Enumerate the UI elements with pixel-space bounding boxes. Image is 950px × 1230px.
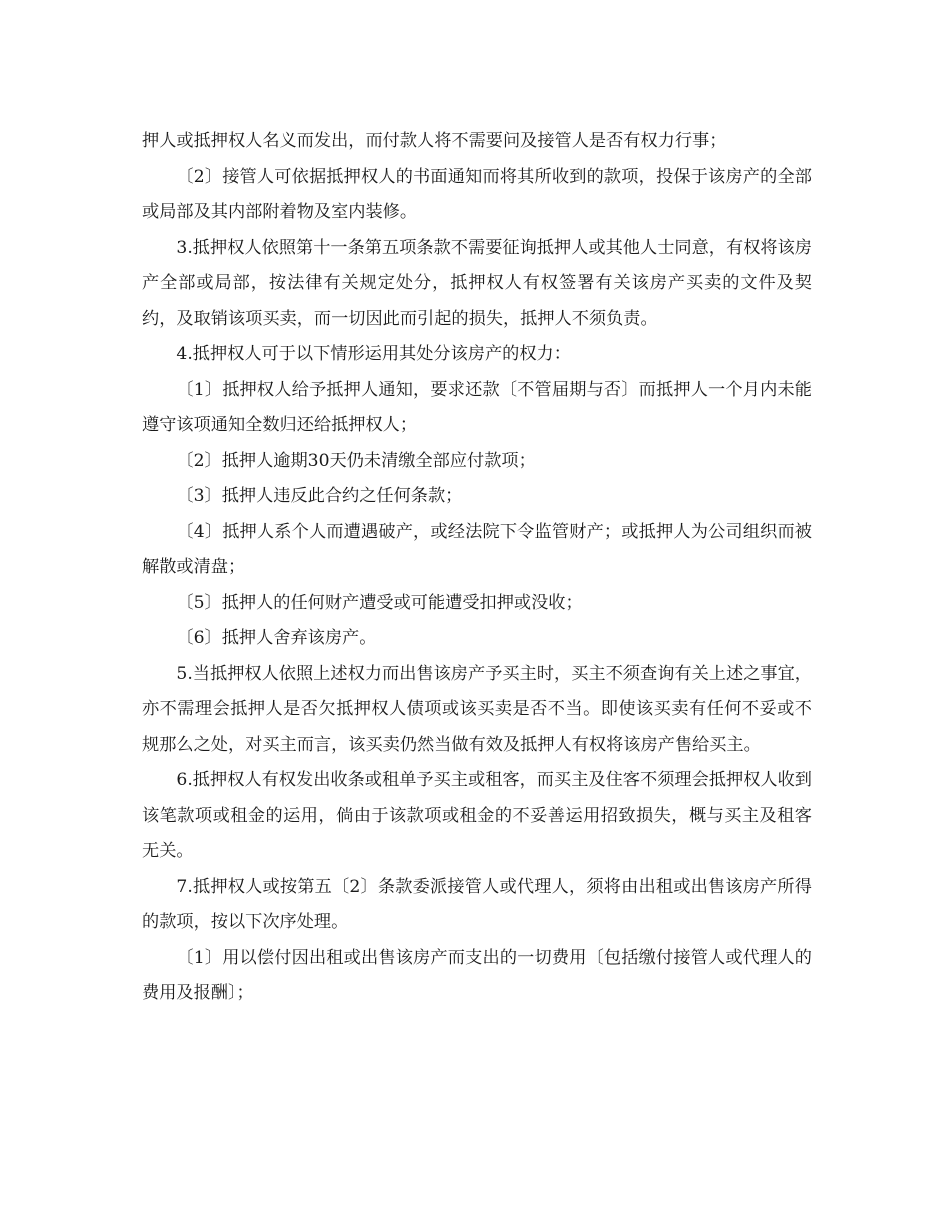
paragraph: 3.抵押权人依照第十一条第五项条款不需要征询抵押人或其他人士同意，有权将该房产全部或局部，按法律有关规定处分，抵押权人有权签署有关该房产买卖的文件及契约，及取销该项买卖，而一切因此而引起的损失，抵押人不须负责。 (142, 237, 812, 329)
paragraph: 〔6〕抵押人舍弃该房产。 (176, 628, 377, 648)
paragraph: 6.抵押权人有权发出收条或租单予买主或租客，而买主及住客不须理会抵押权人收到该笔款项或租金的运用，倘由于该款项或租金的不妥善运用招致损失，概与买主及租客无关。 (142, 770, 812, 861)
paragraph: 5.当抵押权人依照上述权力而出售该房产予买主时，买主不须查询有关上述之事宜，亦不需理会抵押人是否欠抵押权人债项或该买卖是否不当。即使该买卖有任何不妥或不规那么之处，对买主而言，该买卖仍然当做有效及抵押人有权将该房产售给买主。 (142, 663, 812, 755)
paragraph: 〔4〕抵押人系个人而遭遇破产，或经法院下令监管财产；或抵押人为公司组织而被解散或清盘； (142, 521, 812, 577)
document-page (142, 124, 812, 1012)
paragraph: 〔2〕抵押人逾期30天仍未清缴全部应付款项； (176, 450, 536, 471)
paragraph: 7.抵押权人或按第五〔2〕条款委派接管人或代理人，须将由出租或出售该房产所得的款项，按以下次序处理。 (142, 876, 812, 932)
paragraph: 4.抵押权人可于以下情形运用其处分该房产的权力： (176, 344, 571, 364)
paragraph: 押人或抵押权人名义而发出，而付款人将不需要问及接管人是否有权力行事； (142, 131, 727, 151)
paragraph: 〔5〕抵押人的任何财产遭受或可能遭受扣押或没收； (176, 592, 583, 613)
paragraph: 〔1〕用以偿付因出租或出售该房产而支出的一切费用〔包括缴付接管人或代理人的费用及报酬〕； (142, 947, 812, 1003)
paragraph: 〔2〕接管人可依据抵押权人的书面通知而将其所收到的款项，投保于该房产的全部或局部及其内部附着物及室内装修。 (142, 166, 812, 222)
paragraph: 〔1〕抵押权人给予抵押人通知，要求还款〔不管届期与否〕而抵押人一个月内未能遵守该项通知全数归还给抵押权人； (142, 379, 812, 435)
paragraph: 〔3〕抵押人违反此合约之任何条款； (176, 486, 463, 506)
